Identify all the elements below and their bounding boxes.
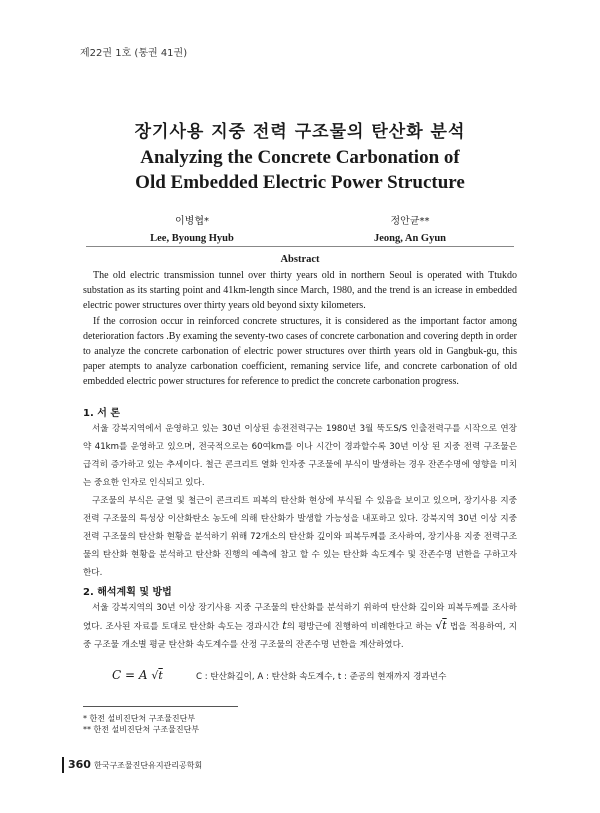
abstract-divider <box>86 246 514 247</box>
footnote-divider <box>83 706 238 707</box>
section-2-text-part3: 법을 적용하여, 지중 구조물 개소별 평균 탄산화 속도계수를 산정 구조물의 잔존수명 년한을 계산하였다. <box>83 622 518 650</box>
footer-bar <box>62 757 64 773</box>
section-1-body <box>83 420 517 582</box>
title-english-line1: Analyzing the Concrete Carbonation of <box>140 147 460 168</box>
sqrt-sign: √ <box>435 619 443 632</box>
footnotes <box>83 713 199 735</box>
variable-t: t <box>282 619 287 632</box>
abstract-paragraph: If the corrosion occur in reinforced concrete structures, it is considered as the important factor among deterioration factors .By examing the seventy-two cases of concrete carbonation and covering depth in order to analyze the concrete carbonation of electric power structures over thirth years old in Gangbuk-gu, this paper atempts to analyze carbonation coefficient, remaning service life, and concrete carbonation of old embedded electric power structures for reference to predict the concrete carbonation progress. <box>83 315 518 388</box>
journal-name: 한국구조물진단유지관리공학회 <box>94 761 203 770</box>
footnote-1: * 한전 설비진단처 구조물진단부 <box>83 714 196 723</box>
carbonation-formula <box>112 668 532 682</box>
author-1 <box>92 212 292 244</box>
journal-issue-label: 제22권 1호 (통권 41권) <box>80 48 188 59</box>
author-2 <box>310 212 510 244</box>
section-2-body <box>83 599 517 654</box>
title-english-line2: Old Embedded Electric Power Structure <box>135 172 465 193</box>
section-2-text-part1: 서울 강북지역의 30년 이상 장기사용 지중 구조물의 탄산화를 분석하기 위하여 탄산화 깊이와 피복두께를 조사하였다. 조사된 자료를 토대로 탄산화 속도는 경과시간 <box>83 603 517 632</box>
title-english <box>0 145 600 195</box>
section-1-heading: 1. 서 론 <box>83 408 121 419</box>
formula-sqrt-sign: √ <box>151 669 159 682</box>
section-1-paragraph: 구조물의 부식은 균열 및 철근이 콘크리트 피복의 탄산화 현상에 부식될 수 있음을 보이고 있으며, 장기사용 지중전력 구조물의 특성상 이산화탄소 농도에 의해 탄산화가 발생할 가능성을 내포하고 있다. 강북지역 30년 이상 지중 전력 구조물의 탄산화 현황을 분석하기 위해 72개소의 탄산화 깊이와 피복두께를 조사하여, 장기사용 지중 전력구조물의 탄산화 현황을 분석하고 탄산화 진행의 예측에 참고 할 수 있는 탄산화 속도계수 및 잔존수명 년한을 구하고자 한다. <box>83 496 517 578</box>
sqrt-t-symbol <box>435 619 446 632</box>
author-2-name-en: Jeong, An Gyun <box>373 233 447 244</box>
formula-lhs: C = A <box>112 668 148 682</box>
author-2-name-ko: 정안균** <box>390 216 430 227</box>
section-2-heading: 2. 해석계획 및 방법 <box>83 587 172 598</box>
formula-equation <box>112 668 163 682</box>
author-1-name-en: Lee, Byoung Hyub <box>150 233 234 244</box>
author-1-name-ko: 이병협* <box>175 216 209 227</box>
title-korean: 장기사용 지중 전력 구조물의 탄산화 분석 <box>134 122 466 142</box>
section-2-text-part2: 의 평방근에 진행하여 비례한다고 하는 <box>286 622 433 632</box>
page-number: 360 <box>68 758 91 771</box>
formula-description: C : 탄산화깊이, A : 탄산화 속도계수, t : 준공의 현재까지 경과년수 <box>196 672 447 682</box>
formula-sqrt <box>151 669 162 682</box>
section-1-paragraph: 서울 강북지역에서 운영하고 있는 30년 이상된 송전전력구는 1980년 3월 뚝도S/S 인출전력구를 시작으로 연장 약 41km를 운영하고 있으며, 전국적으로는 60여km를 이나 시간이 경과할수록 30년 이상 된 지중 전력 구조물은 급격히 증가하고 있는 추세이다. 철근 콘크리트 열화 인자중 구조물에 부식이 발생하는 경우 잔존수명에 영향을 미치는 중요한 인자로 인식되고 있다. <box>83 424 517 488</box>
formula-sqrt-radicand: t <box>158 669 163 682</box>
abstract-paragraph: The old electric transmission tunnel over thirty years old in northern Seoul is operated with Ttukdo substation as its starting point and 41km-length since March, 1980, and the trend is an icrease in embedded electric power structures over thirty years old beyond sixty kilometers. <box>83 270 517 312</box>
abstract-heading: Abstract <box>280 254 320 265</box>
sqrt-radicand: t <box>442 619 447 632</box>
abstract-body <box>83 268 517 390</box>
footnote-2: ** 한전 설비진단처 구조물진단부 <box>83 725 200 734</box>
section-2-paragraph <box>83 599 517 654</box>
